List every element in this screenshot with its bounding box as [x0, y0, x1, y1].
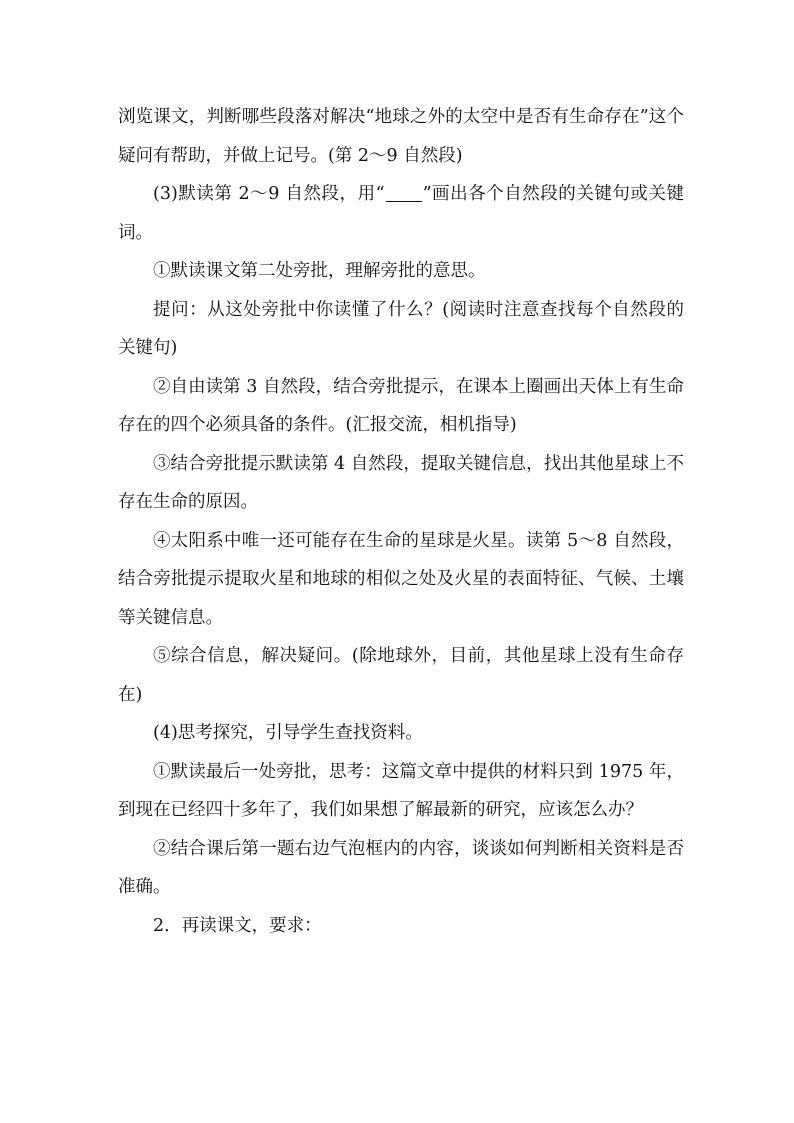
paragraph-item-2-conditions: ②自由读第 3 自然段，结合旁批提示，在课本上圈画出天体上有生命存在的四个必须具备的条件。(汇报交流，相机指导) [118, 376, 684, 435]
paragraph-item-5-conclusion: ⑤综合信息，解决疑问。(除地球外，目前，其他星球上没有生命存在) [118, 646, 684, 705]
paragraph-silent-reading-step-3 [118, 175, 684, 252]
paragraph-question: 提问：从这处旁批中你读懂了什么？(阅读时注意查找每个自然段的关键句) [118, 299, 684, 358]
paragraph-text-before-blank: (3)默读第 2～9 自然段，用“ [153, 184, 385, 204]
paragraph-item-4-mars: ④太阳系中唯一还可能存在生命的星球是火星。读第 5～8 自然段，结合旁批提示提取火星和地球的相似之处及火星的表面特征、气候、土壤等关键信息。 [118, 530, 684, 628]
underline-blank [386, 183, 422, 202]
paragraph-item-1-last-note: ①默读最后一处旁批，思考：这篇文章中提供的材料只到 1975 年，到现在已经四十多年了，我们如果想了解最新的研究，应该怎么办？ [118, 761, 684, 820]
paragraph-text-after-blank: ”画出各个自然段的关键句或关键词。 [118, 184, 684, 243]
paragraph-item-1-second-note: ①默读课文第二处旁批，理解旁批的意思。 [153, 261, 486, 281]
paragraph-item-3-other-planets: ③结合旁批提示默读第 4 自然段，提取关键信息，找出其他星球上不存在生命的原因。 [118, 453, 684, 512]
document-body [118, 98, 684, 945]
paragraph-browse-text: 浏览课文，判断哪些段落对解决“地球之外的太空中是否有生命存在”这个疑问有帮助，并做上记号。(第 2～9 自然段) [118, 107, 684, 166]
paragraph-step-4-explore: (4)思考探究，引导学生查找资料。 [153, 723, 423, 743]
paragraph-item-2-bubble-box: ②结合课后第一题右边气泡框内的内容，谈谈如何判断相关资料是否准确。 [118, 838, 684, 897]
paragraph-section-2-reread: 2．再读课文，要求： [153, 915, 322, 936]
